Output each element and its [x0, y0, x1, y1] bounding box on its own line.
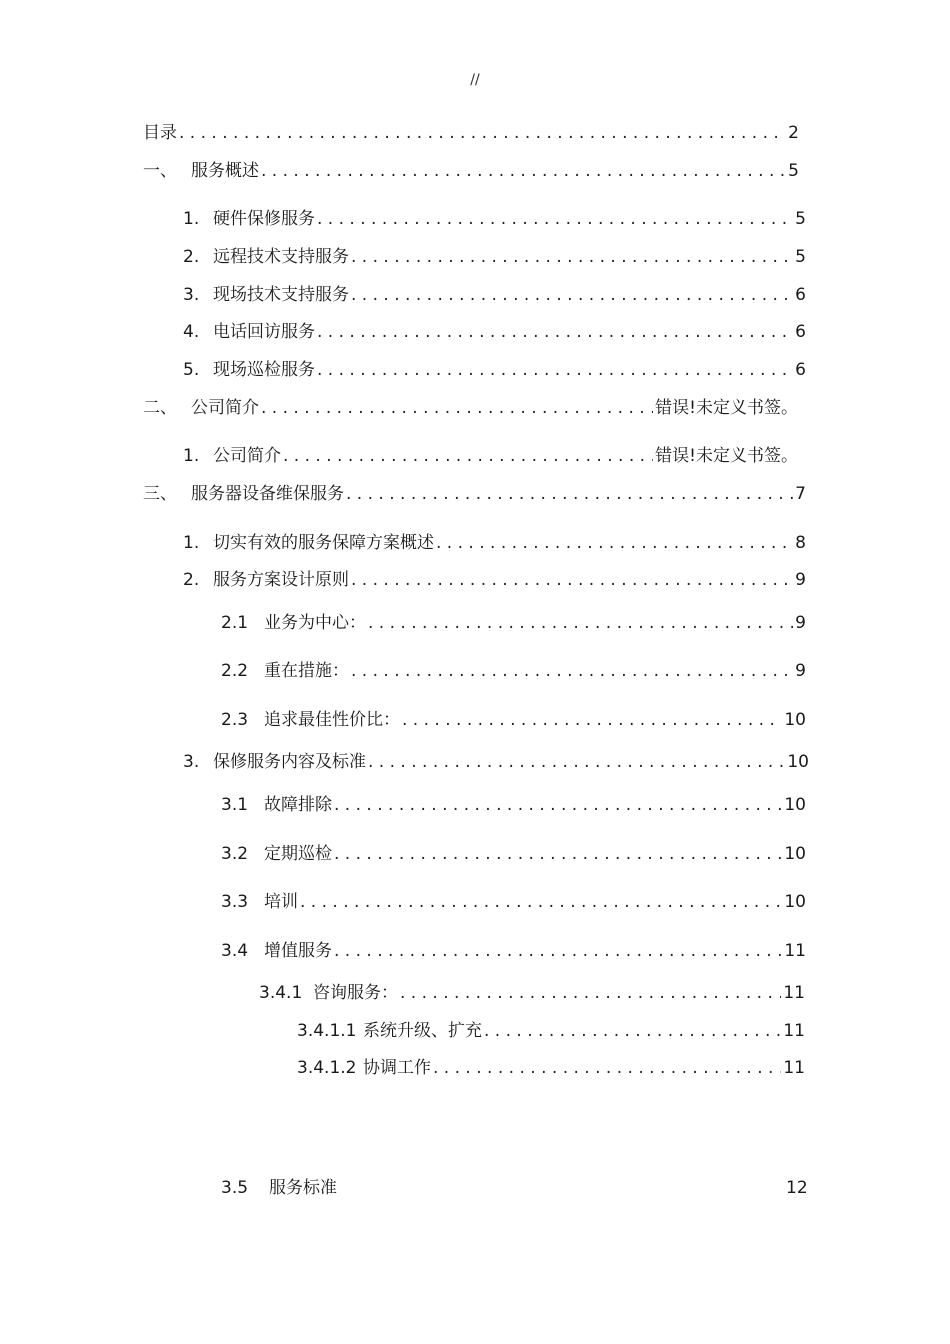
toc-page: 6: [795, 285, 806, 305]
toc-entry[interactable]: [143, 397, 798, 419]
toc-entry[interactable]: [297, 1057, 805, 1079]
toc-page: 10: [784, 710, 806, 730]
toc-title: 现场巡检服务: [213, 360, 315, 380]
toc-page: 9: [795, 613, 806, 633]
toc-page: 5: [788, 161, 799, 181]
toc-title: 追求最佳性价比：: [264, 710, 400, 730]
toc-leader: [368, 612, 793, 634]
toc-number: 二、: [143, 398, 177, 418]
toc-title[interactable]: 服务标准: [269, 1178, 337, 1198]
toc-page: 错误!未定义书签。: [655, 446, 798, 466]
toc-entry[interactable]: [221, 891, 806, 913]
toc-page: 9: [795, 661, 806, 681]
toc-number: 3.2: [221, 844, 249, 864]
toc-entry[interactable]: [221, 660, 806, 682]
toc-number: 1.: [183, 209, 200, 229]
toc-title: 公司简介: [191, 398, 259, 418]
toc-title: 电话回访服务: [213, 322, 315, 342]
toc-number: 3.: [183, 285, 200, 305]
toc-title: 定期巡检: [264, 844, 332, 864]
toc-number: 3.5: [221, 1178, 249, 1198]
toc-leader: [400, 982, 781, 1004]
toc-number: 一、: [143, 161, 177, 181]
toc-number: 2.3: [221, 710, 249, 730]
toc-entry[interactable]: [297, 1020, 805, 1042]
toc-leader: [179, 122, 786, 144]
toc-number: 1.: [183, 533, 200, 553]
toc-entry[interactable]: [259, 982, 805, 1004]
toc-number: 1.: [183, 446, 200, 466]
toc-title: 服务方案设计原则: [213, 570, 349, 590]
toc-leader: [351, 569, 793, 591]
toc-page: 6: [795, 322, 806, 342]
toc-title: 培训: [264, 892, 298, 912]
toc-title: 保修服务内容及标准: [213, 752, 366, 772]
toc-entry[interactable]: [221, 709, 806, 731]
toc-leader: [436, 532, 793, 554]
toc-leader: [334, 794, 782, 816]
toc-leader: [351, 284, 793, 306]
toc-title: 故障排除: [264, 795, 332, 815]
toc-title: 重在措施：: [264, 661, 349, 681]
toc-number: 2.1: [221, 613, 249, 633]
toc-number: 3.3: [221, 892, 249, 912]
toc-number: 三、: [143, 484, 177, 504]
toc-leader: [334, 940, 782, 962]
toc-title: 系统升级、扩充: [363, 1021, 482, 1041]
toc-page: 6: [795, 360, 806, 380]
toc-leader: [334, 843, 782, 865]
toc-page: 5: [795, 247, 806, 267]
toc-leader: [317, 208, 793, 230]
toc-page: 11: [783, 983, 805, 1003]
toc-leader: [317, 321, 793, 343]
toc-page: 2: [788, 123, 799, 143]
toc-number: 3.1: [221, 795, 249, 815]
toc-title: 远程技术支持服务: [213, 247, 349, 267]
toc-page: 10: [784, 795, 806, 815]
toc-title: 现场技术支持服务: [213, 285, 349, 305]
toc-entry[interactable]: [221, 794, 806, 816]
toc-entry[interactable]: [143, 122, 799, 144]
toc-number: 2.: [183, 247, 200, 267]
toc-leader: [484, 1020, 781, 1042]
toc-number: 3.4: [221, 941, 249, 961]
toc-page: 10: [784, 844, 806, 864]
toc-number: 3.4.1: [259, 983, 303, 1003]
toc-number: 3.4.1.1: [297, 1021, 357, 1041]
toc-title: 切实有效的服务保障方案概述: [213, 533, 434, 553]
toc-number: 3.4.1.2: [297, 1058, 357, 1078]
toc-title: 协调工作: [363, 1058, 431, 1078]
toc-entry[interactable]: [183, 284, 806, 306]
toc-entry[interactable]: [183, 532, 806, 554]
toc-leader: [261, 160, 786, 182]
toc-title: 业务为中心：: [264, 613, 366, 633]
toc-number: 2.: [183, 570, 200, 590]
toc-leader: [300, 891, 782, 913]
toc-page: 7: [795, 484, 806, 504]
toc-entry[interactable]: [183, 208, 806, 230]
toc-title: 硬件保修服务: [213, 209, 315, 229]
toc-number: 4.: [183, 322, 200, 342]
toc-page: 11: [783, 1058, 805, 1078]
toc-page: 11: [783, 1021, 805, 1041]
toc-leader: [351, 246, 793, 268]
toc-leader: [368, 751, 785, 773]
toc-title: 咨询服务：: [313, 983, 398, 1003]
toc-leader: [351, 660, 793, 682]
toc-entry[interactable]: [183, 569, 806, 591]
toc-entry[interactable]: [221, 612, 806, 634]
toc-entry[interactable]: [183, 751, 809, 773]
toc-title: 目录: [143, 123, 177, 143]
toc-entry[interactable]: [183, 246, 806, 268]
toc-page: 5: [795, 209, 806, 229]
toc-entry[interactable]: [143, 483, 806, 505]
toc-entry[interactable]: [183, 359, 806, 381]
toc-number: 5.: [183, 360, 200, 380]
toc-leader: [317, 359, 793, 381]
toc-page: 10: [787, 752, 809, 772]
toc-page: 错误!未定义书签。: [655, 398, 798, 418]
toc-entry[interactable]: [221, 843, 806, 865]
toc-leader: [283, 445, 653, 467]
toc-page: 9: [795, 570, 806, 590]
toc-leader: [346, 483, 793, 505]
toc-title: 服务概述: [191, 161, 259, 181]
toc-entry[interactable]: [183, 445, 798, 467]
toc-entry[interactable]: [143, 160, 799, 182]
toc-entry[interactable]: [221, 940, 806, 962]
toc-leader: [433, 1057, 781, 1079]
toc-number: 2.2: [221, 661, 249, 681]
toc-title: 公司简介: [213, 446, 281, 466]
toc-page: 8: [795, 533, 806, 553]
toc-title: 服务器设备维保服务: [191, 484, 344, 504]
toc-leader: [402, 709, 782, 731]
toc-title: 增值服务: [264, 941, 332, 961]
toc-page: 10: [784, 892, 806, 912]
toc-leader: [261, 397, 653, 419]
toc-page: 12: [786, 1178, 808, 1198]
page-header: //: [470, 72, 480, 88]
toc-entry[interactable]: [183, 321, 806, 343]
toc-number: 3.: [183, 752, 200, 772]
toc-page: 11: [784, 941, 806, 961]
